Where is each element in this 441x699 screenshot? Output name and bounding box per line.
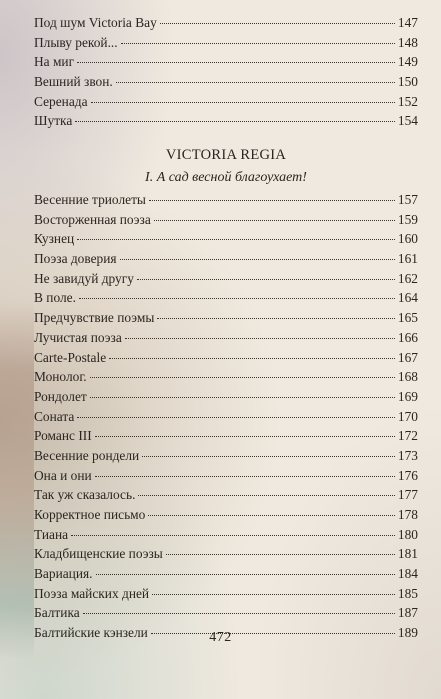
toc-entry — [34, 52, 418, 72]
entry-page: 178 — [397, 507, 418, 522]
dot-leader — [120, 258, 395, 260]
toc-entry — [34, 505, 418, 525]
dot-leader — [95, 435, 395, 437]
dot-leader — [160, 22, 395, 24]
entry-title: Carte-Postale — [34, 349, 107, 365]
entry-title: Восторженная поэза — [34, 211, 151, 227]
dot-leader — [137, 278, 395, 280]
toc-entry — [34, 269, 418, 289]
toc-entry — [34, 367, 418, 387]
toc-entry — [34, 190, 418, 210]
toc-entry — [34, 92, 418, 112]
entry-title: Балтийские кэнзели — [34, 625, 148, 641]
entry-title: Балтика — [34, 605, 80, 621]
entry-title: Весенние триолеты — [34, 192, 146, 207]
section-heading: VICTORIA REGIA — [165, 147, 287, 163]
dot-leader — [154, 219, 395, 221]
entry-page: 161 — [397, 251, 418, 267]
entry-page: 150 — [397, 74, 418, 90]
entry-page: 189 — [397, 625, 418, 641]
dot-leader — [121, 42, 395, 44]
toc-entry — [34, 328, 418, 348]
toc-entry — [34, 407, 418, 427]
dot-leader — [90, 396, 395, 398]
dot-leader — [71, 534, 395, 536]
toc-entry — [34, 544, 418, 564]
entry-title: Предчувствие поэмы — [34, 310, 155, 326]
entry-title: Монолог. — [34, 369, 87, 385]
toc-entry — [34, 229, 418, 249]
entry-title: Вешний звон. — [34, 74, 113, 90]
entry-title: Так уж сказалось. — [34, 487, 136, 503]
entry-page: 148 — [397, 34, 418, 50]
dot-leader — [77, 238, 395, 240]
entry-title: В поле. — [34, 290, 76, 306]
toc-entry — [34, 466, 418, 486]
dot-leader — [166, 553, 395, 555]
toc-entry — [34, 308, 418, 328]
entry-title: Лучистая поэза — [34, 329, 122, 345]
entry-page: 165 — [397, 310, 418, 326]
entry-page: 157 — [397, 192, 418, 207]
entry-page: 147 — [397, 15, 418, 30]
toc-entry — [34, 111, 418, 131]
toc-entry — [34, 485, 418, 505]
entry-page: 170 — [397, 408, 418, 424]
dot-leader — [138, 494, 394, 496]
entry-page: 184 — [397, 566, 418, 582]
entry-title: Она и они — [34, 467, 92, 483]
dot-leader — [77, 416, 395, 418]
entry-page: 172 — [397, 428, 418, 444]
entry-title: Романс III — [34, 428, 92, 444]
dot-leader — [96, 573, 395, 575]
dot-leader — [77, 61, 395, 63]
toc-entry — [34, 525, 418, 545]
entry-title: Кузнец — [34, 231, 75, 247]
toc-entry — [34, 348, 418, 368]
entry-title: Шутка — [34, 113, 73, 129]
entry-title: Поэза доверия — [34, 251, 117, 267]
entry-title: Корректное письмо — [34, 507, 146, 522]
dot-leader — [79, 297, 395, 299]
toc-entry — [34, 603, 418, 623]
dot-leader — [90, 376, 395, 378]
entry-page: 162 — [397, 270, 418, 286]
dot-leader — [116, 81, 395, 83]
entry-page: 180 — [397, 526, 418, 542]
dot-leader — [75, 120, 395, 122]
toc-entry — [34, 426, 418, 446]
dot-leader — [109, 357, 395, 359]
entry-page: 159 — [397, 211, 418, 227]
dot-leader — [148, 514, 395, 516]
entry-page: 187 — [397, 605, 418, 621]
entry-page: 167 — [397, 349, 418, 365]
toc-entry — [34, 387, 418, 407]
dot-leader — [83, 612, 395, 614]
entry-title: Рондолет — [34, 388, 87, 404]
entry-page: 168 — [397, 369, 418, 385]
dot-leader — [91, 101, 395, 103]
dot-leader — [125, 337, 395, 339]
toc-list-top — [34, 13, 418, 131]
entry-page: 164 — [397, 290, 418, 306]
entry-title: Тиана — [34, 526, 69, 542]
entry-title: Кладбищенские поэзы — [34, 546, 163, 562]
entry-page: 166 — [397, 329, 418, 345]
entry-page: 181 — [397, 546, 418, 562]
entry-page: 154 — [397, 113, 418, 129]
toc-entry — [34, 13, 418, 33]
entry-page: 149 — [397, 54, 418, 70]
entry-page: 160 — [397, 231, 418, 247]
entry-title: Вариация. — [34, 566, 93, 582]
dot-leader — [157, 317, 395, 319]
entry-title: На миг — [34, 54, 75, 70]
dot-leader — [95, 475, 395, 477]
page-number: 472 — [209, 630, 232, 645]
toc-entry — [34, 564, 418, 584]
toc-entry — [34, 584, 418, 604]
dot-leader — [152, 593, 395, 595]
toc-list-main — [34, 190, 418, 643]
entry-page: 176 — [397, 467, 418, 483]
entry-page: 177 — [397, 487, 418, 503]
entry-page: 173 — [397, 447, 418, 463]
entry-page: 185 — [397, 585, 418, 601]
entry-title: Серенада — [34, 93, 88, 109]
entry-title: Под шум Victoria Bay — [34, 15, 157, 30]
toc-entry — [34, 210, 418, 230]
dot-leader — [149, 199, 395, 201]
section-subheading: I. А сад весной благоухает! — [145, 170, 307, 185]
dot-leader — [142, 455, 395, 457]
toc-entry — [34, 288, 418, 308]
background-illustration — [0, 300, 34, 660]
toc-entry — [34, 446, 418, 466]
entry-title: Весенние рондели — [34, 447, 140, 463]
entry-title: Плыву рекой... — [34, 34, 118, 50]
entry-title: Не завидуй другу — [34, 270, 134, 286]
toc-entry — [34, 33, 418, 53]
entry-title: Соната — [34, 408, 75, 424]
toc-entry — [34, 72, 418, 92]
toc-entry — [34, 249, 418, 269]
entry-page: 152 — [397, 93, 418, 109]
entry-title: Поэза майских дней — [34, 585, 150, 601]
entry-page: 169 — [397, 388, 418, 404]
